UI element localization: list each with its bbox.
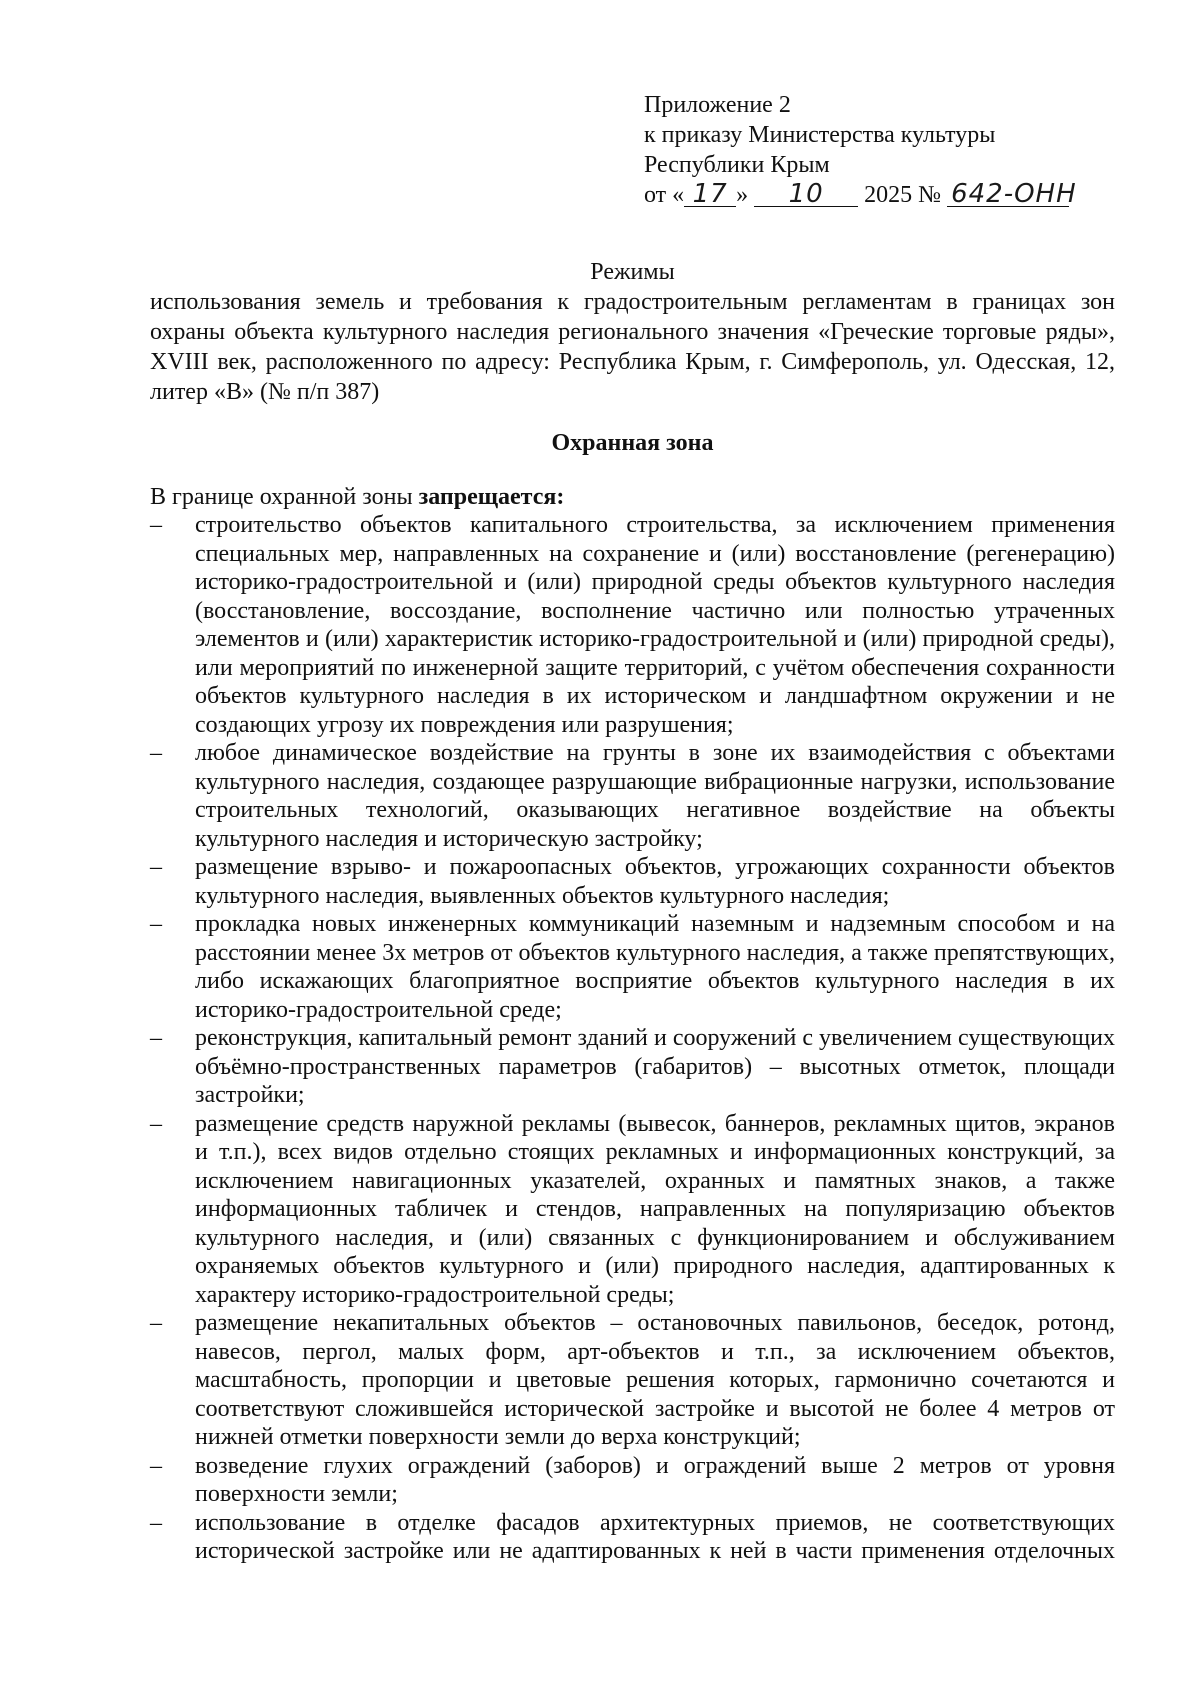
list-item — [150, 910, 1115, 1024]
list-bullet: – — [150, 1452, 162, 1479]
list-item-text: любое динамическое воздействие на грунты в зоне их взаимодействия с объектами культурного наследия, создающее разрушающие вибрационные нагрузки, использование строительных технологий, оказывающих негативное воздействие на объекты культурного наследия и историческую застройку; — [195, 740, 1115, 852]
document-subtitle: использования земель и требования к градостроительным регламентам в границах зон охраны объекта культурного наследия регионального значения «Греческие торговые ряды», XVIII век, расположенного по адресу: Республика Крым, г. Симферополь, ул. Одесская, 12, литер «В» (№ п/п 387) — [150, 289, 1115, 405]
date-day-handwritten: 17 — [684, 182, 736, 207]
intro-text: В границе охранной зоны — [150, 484, 419, 510]
list-bullet: – — [150, 1509, 162, 1536]
list-bullet: – — [150, 1025, 162, 1051]
date-month-handwritten: 10 — [754, 182, 858, 207]
list-item — [150, 739, 1115, 853]
list-item — [150, 853, 1115, 910]
appendix-line-1: Приложение 2 — [644, 92, 791, 118]
list-bullet: – — [150, 1310, 162, 1336]
list-bullet: – — [150, 512, 162, 538]
list-item-text: реконструкция, капитальный ремонт зданий и сооружений с увеличением существующих объёмно-пространственных параметров (габаритов) – высотных отметок, площади застройки; — [195, 1025, 1115, 1108]
list-bullet: – — [150, 911, 162, 937]
list-item — [150, 1452, 1115, 1509]
document-title: Режимы — [590, 259, 675, 285]
prohibitions-list — [150, 511, 1115, 1566]
list-item — [150, 511, 1115, 739]
list-item-text: размещение взрыво- и пожароопасных объектов, угрожающих сохранности объектов культурного наследия, выявленных объектов культурного наследия; — [195, 854, 1115, 909]
list-item — [150, 1110, 1115, 1310]
list-item-text: размещение средств наружной рекламы (вывесок, баннеров, рекламных щитов, экранов и т.п.), всех видов отдельно стоящих рекламных и информационных конструкций, за исключением навигационных указателей, охранных и памятных знаков, а также информационных табличек и стендов, направленных на популяризацию объектов культурного наследия, и (или) связанных с функционированием и обслуживанием охраняемых объектов культурного и (или) природного наследия, адаптированных к характеру историко-градостроительной среды; — [195, 1110, 1115, 1308]
date-prefix: от « — [644, 182, 685, 208]
list-item — [150, 1509, 1115, 1566]
list-item-text: строительство объектов капитального строительства, за исключением применения специальных мер, направленных на сохранение и (или) восстановление (регенерацию) историко-градостроительной и (или) природной среды объектов культурного наследия (восстановление, воссоздание, восполнение частично или полностью утраченных элементов и (или) характеристик историко-градостроительной и (или) природной среды), или мероприятий по инженерной защите территорий, с учётом обеспечения сохранности объектов культурного наследия в их историческом и ландшафтном окружении и не создающих угрозу их повреждения или разрушения; — [195, 512, 1115, 738]
section-title: Охранная зона — [551, 430, 714, 456]
list-bullet: – — [150, 1110, 162, 1137]
list-item — [150, 1309, 1115, 1452]
list-item-text: прокладка новых инженерных коммуникаций наземным и надземным способом и на расстоянии менее 3х метров от объектов культурного наследия, а также препятствующих, либо искажающих благоприятное восприятие объектов культурного наследия в их историко-градостроительной среде; — [195, 911, 1115, 1023]
list-item-text: размещение некапитальных объектов – остановочных павильонов, беседок, ротонд, навесов, пергол, малых форм, арт-объектов и т.п., за исключением объектов, масштабность, пропорции и цветовые решения которых, гармонично сочетаются и соответствуют сложившейся исторической застройке и высотой не более 4 метров от нижней отметки поверхности земли до верха конструкций; — [195, 1310, 1115, 1450]
section-intro — [150, 483, 1115, 511]
date-year: 2025 № — [864, 182, 942, 208]
order-number-handwritten: 642-ОНН — [947, 182, 1069, 207]
list-item-text: использование в отделке фасадов архитектурных приемов, не соответствующих исторической застройке или не адаптированных к ней в части применения отделочных — [195, 1509, 1115, 1564]
date-mid: » — [736, 182, 749, 208]
list-bullet: – — [150, 854, 162, 880]
list-bullet: – — [150, 740, 162, 766]
list-item-text: возведение глухих ограждений (заборов) и ограждений выше 2 метров от уровня поверхности земли; — [195, 1452, 1115, 1507]
intro-bold-text: запрещается: — [418, 484, 565, 510]
appendix-line-3: Республики Крым — [644, 152, 830, 178]
list-item — [150, 1024, 1115, 1110]
appendix-date-line — [644, 180, 1114, 210]
appendix-line-2: к приказу Министерства культуры — [644, 122, 996, 148]
appendix-header — [644, 90, 1114, 210]
